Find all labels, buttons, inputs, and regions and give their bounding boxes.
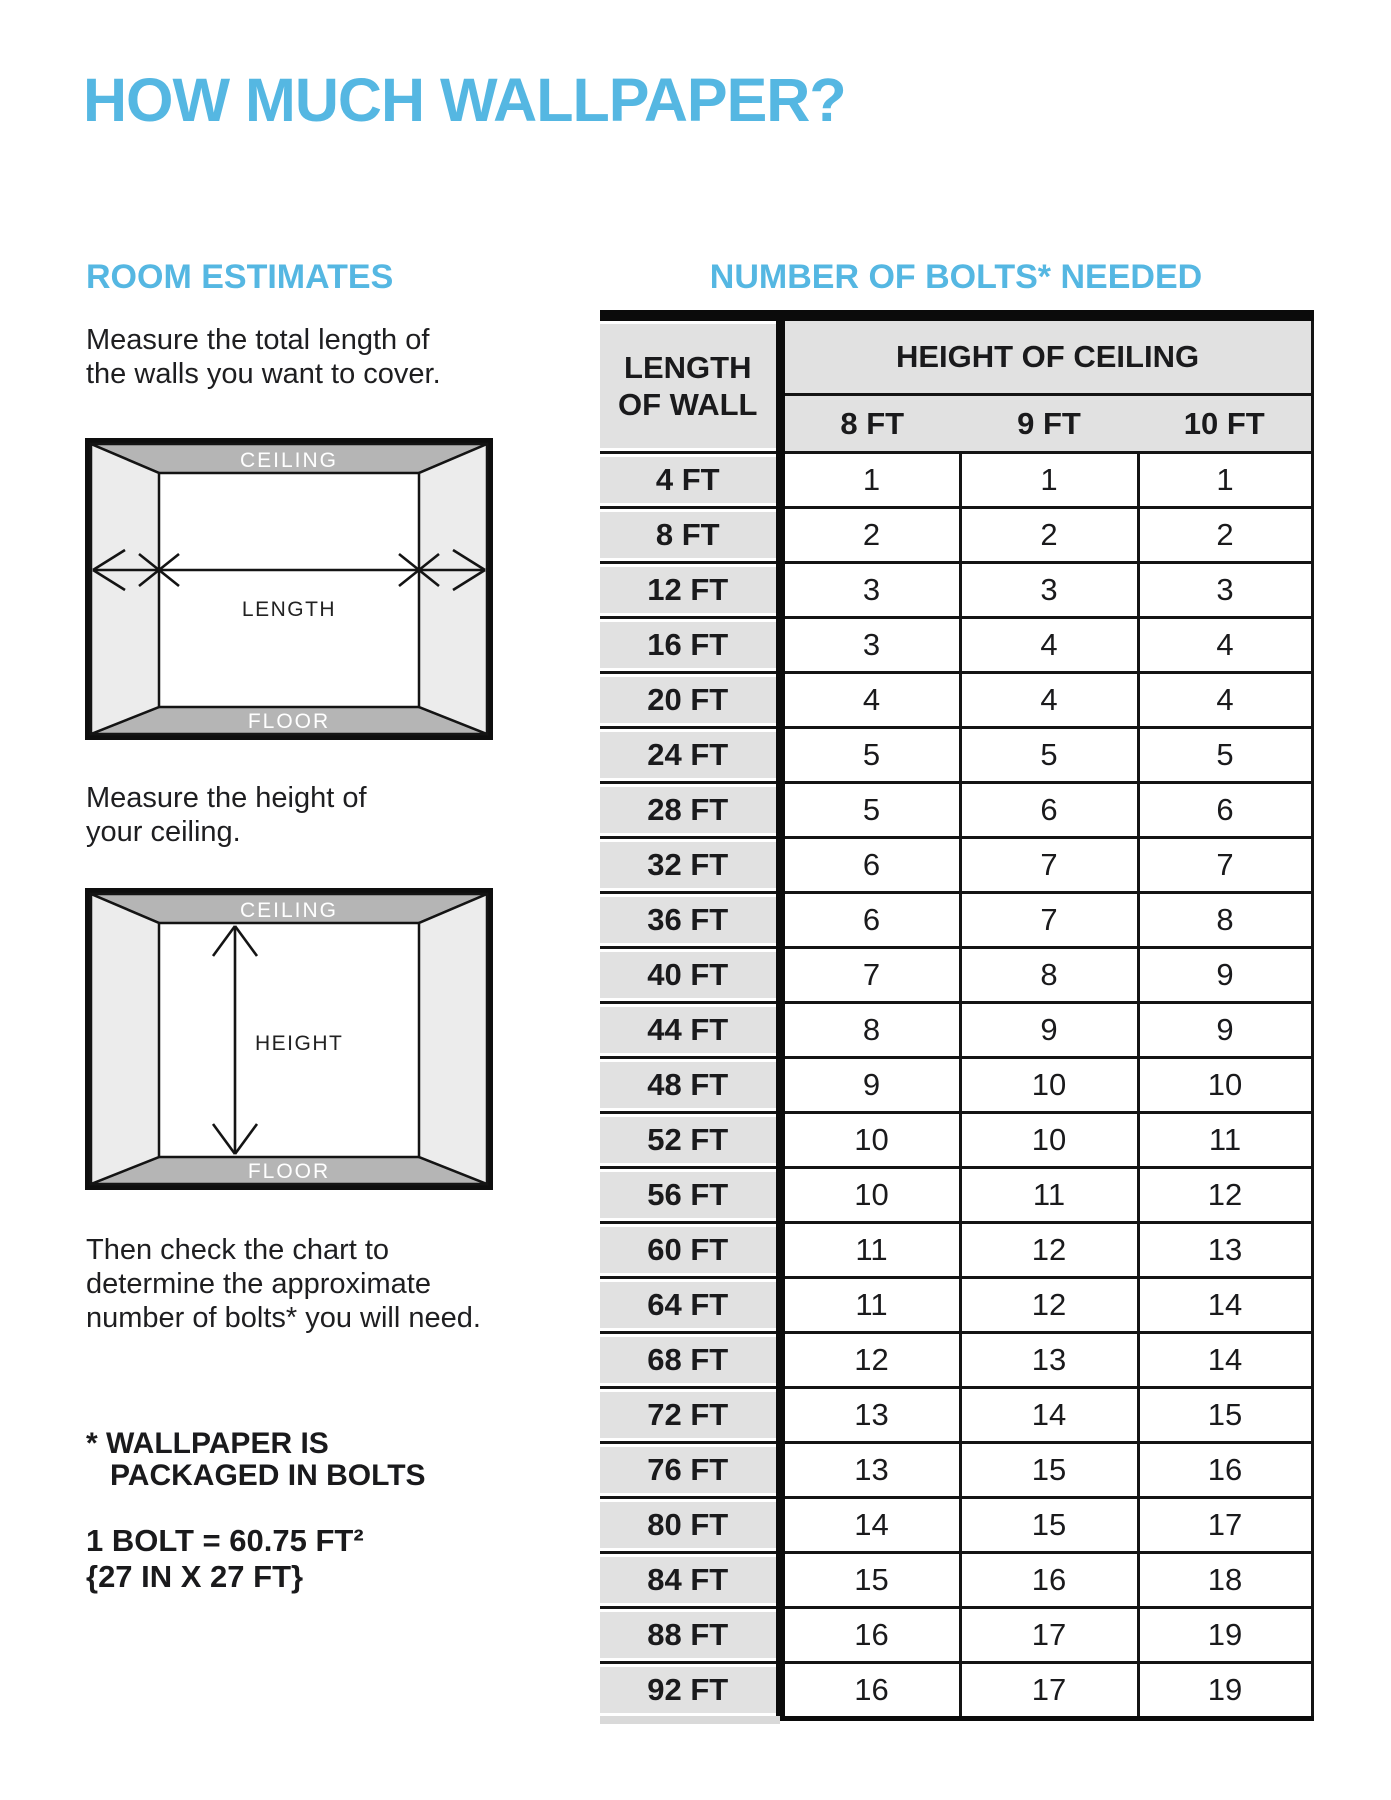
bolt-count-cell: 14 bbox=[1138, 1333, 1312, 1388]
room-length-diagram bbox=[85, 438, 493, 740]
bolt-count-cell: 1 bbox=[1138, 453, 1312, 508]
bolt-count-cell: 11 bbox=[780, 1278, 960, 1333]
bolt-count-cell: 12 bbox=[780, 1333, 960, 1388]
ceiling-label: CEILING bbox=[239, 899, 339, 922]
bolt-count-cell: 2 bbox=[780, 508, 960, 563]
text-line: Measure the total length of bbox=[86, 324, 430, 356]
wall-length-cell: 72 FT bbox=[600, 1388, 780, 1443]
bolt-count-cell: 15 bbox=[780, 1553, 960, 1608]
table-row bbox=[600, 1278, 1312, 1333]
table-row bbox=[600, 1388, 1312, 1443]
measure-length-text bbox=[86, 323, 441, 391]
table-row bbox=[600, 453, 1312, 508]
wall-length-cell: 4 FT bbox=[600, 453, 780, 508]
wall-length-cell: 56 FT bbox=[600, 1168, 780, 1223]
wall-length-cell: 84 FT bbox=[600, 1553, 780, 1608]
bolt-count-cell: 2 bbox=[1138, 508, 1312, 563]
bolt-count-cell: 16 bbox=[960, 1553, 1138, 1608]
bolt-count-cell: 5 bbox=[960, 728, 1138, 783]
wall-length-cell: 64 FT bbox=[600, 1278, 780, 1333]
bolt-count-cell: 15 bbox=[1138, 1388, 1312, 1443]
header-line: OF WALL bbox=[618, 387, 758, 422]
wall-length-cell: 20 FT bbox=[600, 673, 780, 728]
table-row bbox=[600, 948, 1312, 1003]
bolt-count-cell: 15 bbox=[960, 1498, 1138, 1553]
check-chart-text bbox=[86, 1233, 481, 1335]
table-row bbox=[600, 1443, 1312, 1498]
bolt-count-cell: 8 bbox=[1138, 893, 1312, 948]
wall-length-cell: 44 FT bbox=[600, 1003, 780, 1058]
bolt-count-cell: 12 bbox=[960, 1278, 1138, 1333]
floor-label: FLOOR bbox=[247, 1160, 331, 1183]
bolt-count-cell: 9 bbox=[960, 1003, 1138, 1058]
bolt-count-cell: 13 bbox=[960, 1333, 1138, 1388]
bolt-count-cell: 7 bbox=[780, 948, 960, 1003]
bolt-count-cell: 16 bbox=[780, 1663, 960, 1719]
text-line: your ceiling. bbox=[86, 816, 241, 848]
bolt-count-cell: 17 bbox=[1138, 1498, 1312, 1553]
bolt-count-cell: 2 bbox=[960, 508, 1138, 563]
bolt-count-cell: 6 bbox=[780, 838, 960, 893]
length-dimension-label: LENGTH bbox=[241, 598, 337, 621]
bolt-count-cell: 7 bbox=[1138, 838, 1312, 893]
label-column-base-strip bbox=[600, 1716, 780, 1724]
bolt-count-cell: 13 bbox=[780, 1443, 960, 1498]
bolt-count-cell: 1 bbox=[960, 453, 1138, 508]
wall-length-cell: 16 FT bbox=[600, 618, 780, 673]
bolt-count-cell: 10 bbox=[1138, 1058, 1312, 1113]
room-estimates-heading: ROOM ESTIMATES bbox=[86, 258, 394, 296]
bolt-count-cell: 8 bbox=[780, 1003, 960, 1058]
height-dimension-label: HEIGHT bbox=[255, 1032, 344, 1055]
bolt-count-cell: 16 bbox=[780, 1608, 960, 1663]
text-line: the walls you want to cover. bbox=[86, 358, 441, 390]
table-row bbox=[600, 1223, 1312, 1278]
bolt-count-cell: 14 bbox=[1138, 1278, 1312, 1333]
header-line: LENGTH bbox=[624, 350, 752, 385]
bolt-count-cell: 7 bbox=[960, 838, 1138, 893]
table-row bbox=[600, 893, 1312, 948]
bolt-count-cell: 17 bbox=[960, 1663, 1138, 1719]
page-title: HOW MUCH WALLPAPER? bbox=[83, 66, 846, 134]
table-row bbox=[600, 618, 1312, 673]
table-row bbox=[600, 1168, 1312, 1223]
bolt-count-cell: 3 bbox=[1138, 563, 1312, 618]
bolt-count-cell: 3 bbox=[960, 563, 1138, 618]
bolts-needed-table bbox=[600, 310, 1314, 1721]
table-row bbox=[600, 728, 1312, 783]
ceiling-label: CEILING bbox=[239, 449, 339, 472]
bolt-count-cell: 10 bbox=[780, 1168, 960, 1223]
room-height-diagram bbox=[85, 888, 493, 1190]
text-line: * WALLPAPER IS bbox=[86, 1427, 329, 1460]
bolt-count-cell: 10 bbox=[960, 1058, 1138, 1113]
bolt-count-cell: 14 bbox=[780, 1498, 960, 1553]
wall-length-cell: 24 FT bbox=[600, 728, 780, 783]
wall-length-cell: 80 FT bbox=[600, 1498, 780, 1553]
bolt-count-cell: 14 bbox=[960, 1388, 1138, 1443]
bolt-count-cell: 6 bbox=[780, 893, 960, 948]
bolt-count-cell: 13 bbox=[780, 1388, 960, 1443]
wall-length-cell: 48 FT bbox=[600, 1058, 780, 1113]
table-row bbox=[600, 1003, 1312, 1058]
bolt-count-cell: 1 bbox=[780, 453, 960, 508]
wall-length-cell: 12 FT bbox=[600, 563, 780, 618]
wall-length-cell: 60 FT bbox=[600, 1223, 780, 1278]
table-row bbox=[600, 508, 1312, 563]
bolt-count-cell: 7 bbox=[960, 893, 1138, 948]
bolt-count-cell: 3 bbox=[780, 563, 960, 618]
table-row bbox=[600, 673, 1312, 728]
bolt-count-cell: 10 bbox=[960, 1113, 1138, 1168]
table-row bbox=[600, 1113, 1312, 1168]
table-row bbox=[600, 783, 1312, 838]
bolt-count-cell: 10 bbox=[780, 1113, 960, 1168]
wallpaper-bolts-footnote bbox=[86, 1428, 426, 1492]
bolt-count-cell: 11 bbox=[960, 1168, 1138, 1223]
table-row bbox=[600, 563, 1312, 618]
bolt-count-cell: 17 bbox=[960, 1608, 1138, 1663]
column-header-10ft: 10 FT bbox=[1138, 395, 1312, 453]
wall-length-cell: 92 FT bbox=[600, 1663, 780, 1719]
bolts-needed-heading: NUMBER OF BOLTS* NEEDED bbox=[709, 258, 1203, 296]
bolt-count-cell: 12 bbox=[960, 1223, 1138, 1278]
bolt-count-cell: 4 bbox=[960, 673, 1138, 728]
bolt-count-cell: 6 bbox=[960, 783, 1138, 838]
bolt-count-cell: 9 bbox=[1138, 948, 1312, 1003]
bolt-count-cell: 12 bbox=[1138, 1168, 1312, 1223]
bolt-count-cell: 4 bbox=[780, 673, 960, 728]
table-row bbox=[600, 1553, 1312, 1608]
bolt-count-cell: 11 bbox=[1138, 1113, 1312, 1168]
bolt-count-cell: 11 bbox=[780, 1223, 960, 1278]
bolt-count-cell: 5 bbox=[780, 728, 960, 783]
text-line: Measure the height of bbox=[86, 782, 367, 814]
floor-label: FLOOR bbox=[247, 710, 331, 733]
table-row bbox=[600, 1058, 1312, 1113]
bolt-count-cell: 16 bbox=[1138, 1443, 1312, 1498]
bolt-count-cell: 5 bbox=[1138, 728, 1312, 783]
text-line: {27 IN X 27 FT} bbox=[86, 1559, 304, 1594]
table-row bbox=[600, 838, 1312, 893]
measure-height-text bbox=[86, 781, 367, 849]
bolt-count-cell: 18 bbox=[1138, 1553, 1312, 1608]
bolt-count-cell: 4 bbox=[960, 618, 1138, 673]
length-of-wall-header bbox=[600, 316, 780, 453]
table-row bbox=[600, 1663, 1312, 1719]
wall-length-cell: 36 FT bbox=[600, 893, 780, 948]
height-of-ceiling-header: HEIGHT OF CEILING bbox=[780, 316, 1312, 395]
left-wall bbox=[91, 894, 159, 1184]
wall-length-cell: 52 FT bbox=[600, 1113, 780, 1168]
text-line: Then check the chart to bbox=[86, 1234, 390, 1266]
wall-length-cell: 88 FT bbox=[600, 1608, 780, 1663]
text-line: PACKAGED IN BOLTS bbox=[110, 1459, 426, 1492]
bolt-count-cell: 19 bbox=[1138, 1663, 1312, 1719]
wall-length-cell: 40 FT bbox=[600, 948, 780, 1003]
wall-length-cell: 32 FT bbox=[600, 838, 780, 893]
bolt-count-cell: 6 bbox=[1138, 783, 1312, 838]
text-line: 1 BOLT = 60.75 FT² bbox=[86, 1523, 364, 1558]
bolt-count-cell: 3 bbox=[780, 618, 960, 673]
bolt-count-cell: 9 bbox=[780, 1058, 960, 1113]
bolt-count-cell: 9 bbox=[1138, 1003, 1312, 1058]
bolt-count-cell: 4 bbox=[1138, 673, 1312, 728]
table-row bbox=[600, 1608, 1312, 1663]
wall-length-cell: 68 FT bbox=[600, 1333, 780, 1388]
wall-length-cell: 76 FT bbox=[600, 1443, 780, 1498]
bolt-table-body bbox=[600, 453, 1312, 1719]
table-row bbox=[600, 1498, 1312, 1553]
text-line: number of bolts* you will need. bbox=[86, 1302, 481, 1334]
table-row bbox=[600, 1333, 1312, 1388]
column-header-8ft: 8 FT bbox=[780, 395, 960, 453]
bolt-count-cell: 5 bbox=[780, 783, 960, 838]
bolt-count-cell: 19 bbox=[1138, 1608, 1312, 1663]
bolt-count-cell: 13 bbox=[1138, 1223, 1312, 1278]
text-line: determine the approximate bbox=[86, 1268, 431, 1300]
bolt-size-info bbox=[86, 1523, 364, 1595]
bolt-count-cell: 15 bbox=[960, 1443, 1138, 1498]
wall-length-cell: 8 FT bbox=[600, 508, 780, 563]
column-header-9ft: 9 FT bbox=[960, 395, 1138, 453]
bolt-count-cell: 8 bbox=[960, 948, 1138, 1003]
bolt-count-cell: 4 bbox=[1138, 618, 1312, 673]
wall-length-cell: 28 FT bbox=[600, 783, 780, 838]
right-wall bbox=[419, 894, 487, 1184]
